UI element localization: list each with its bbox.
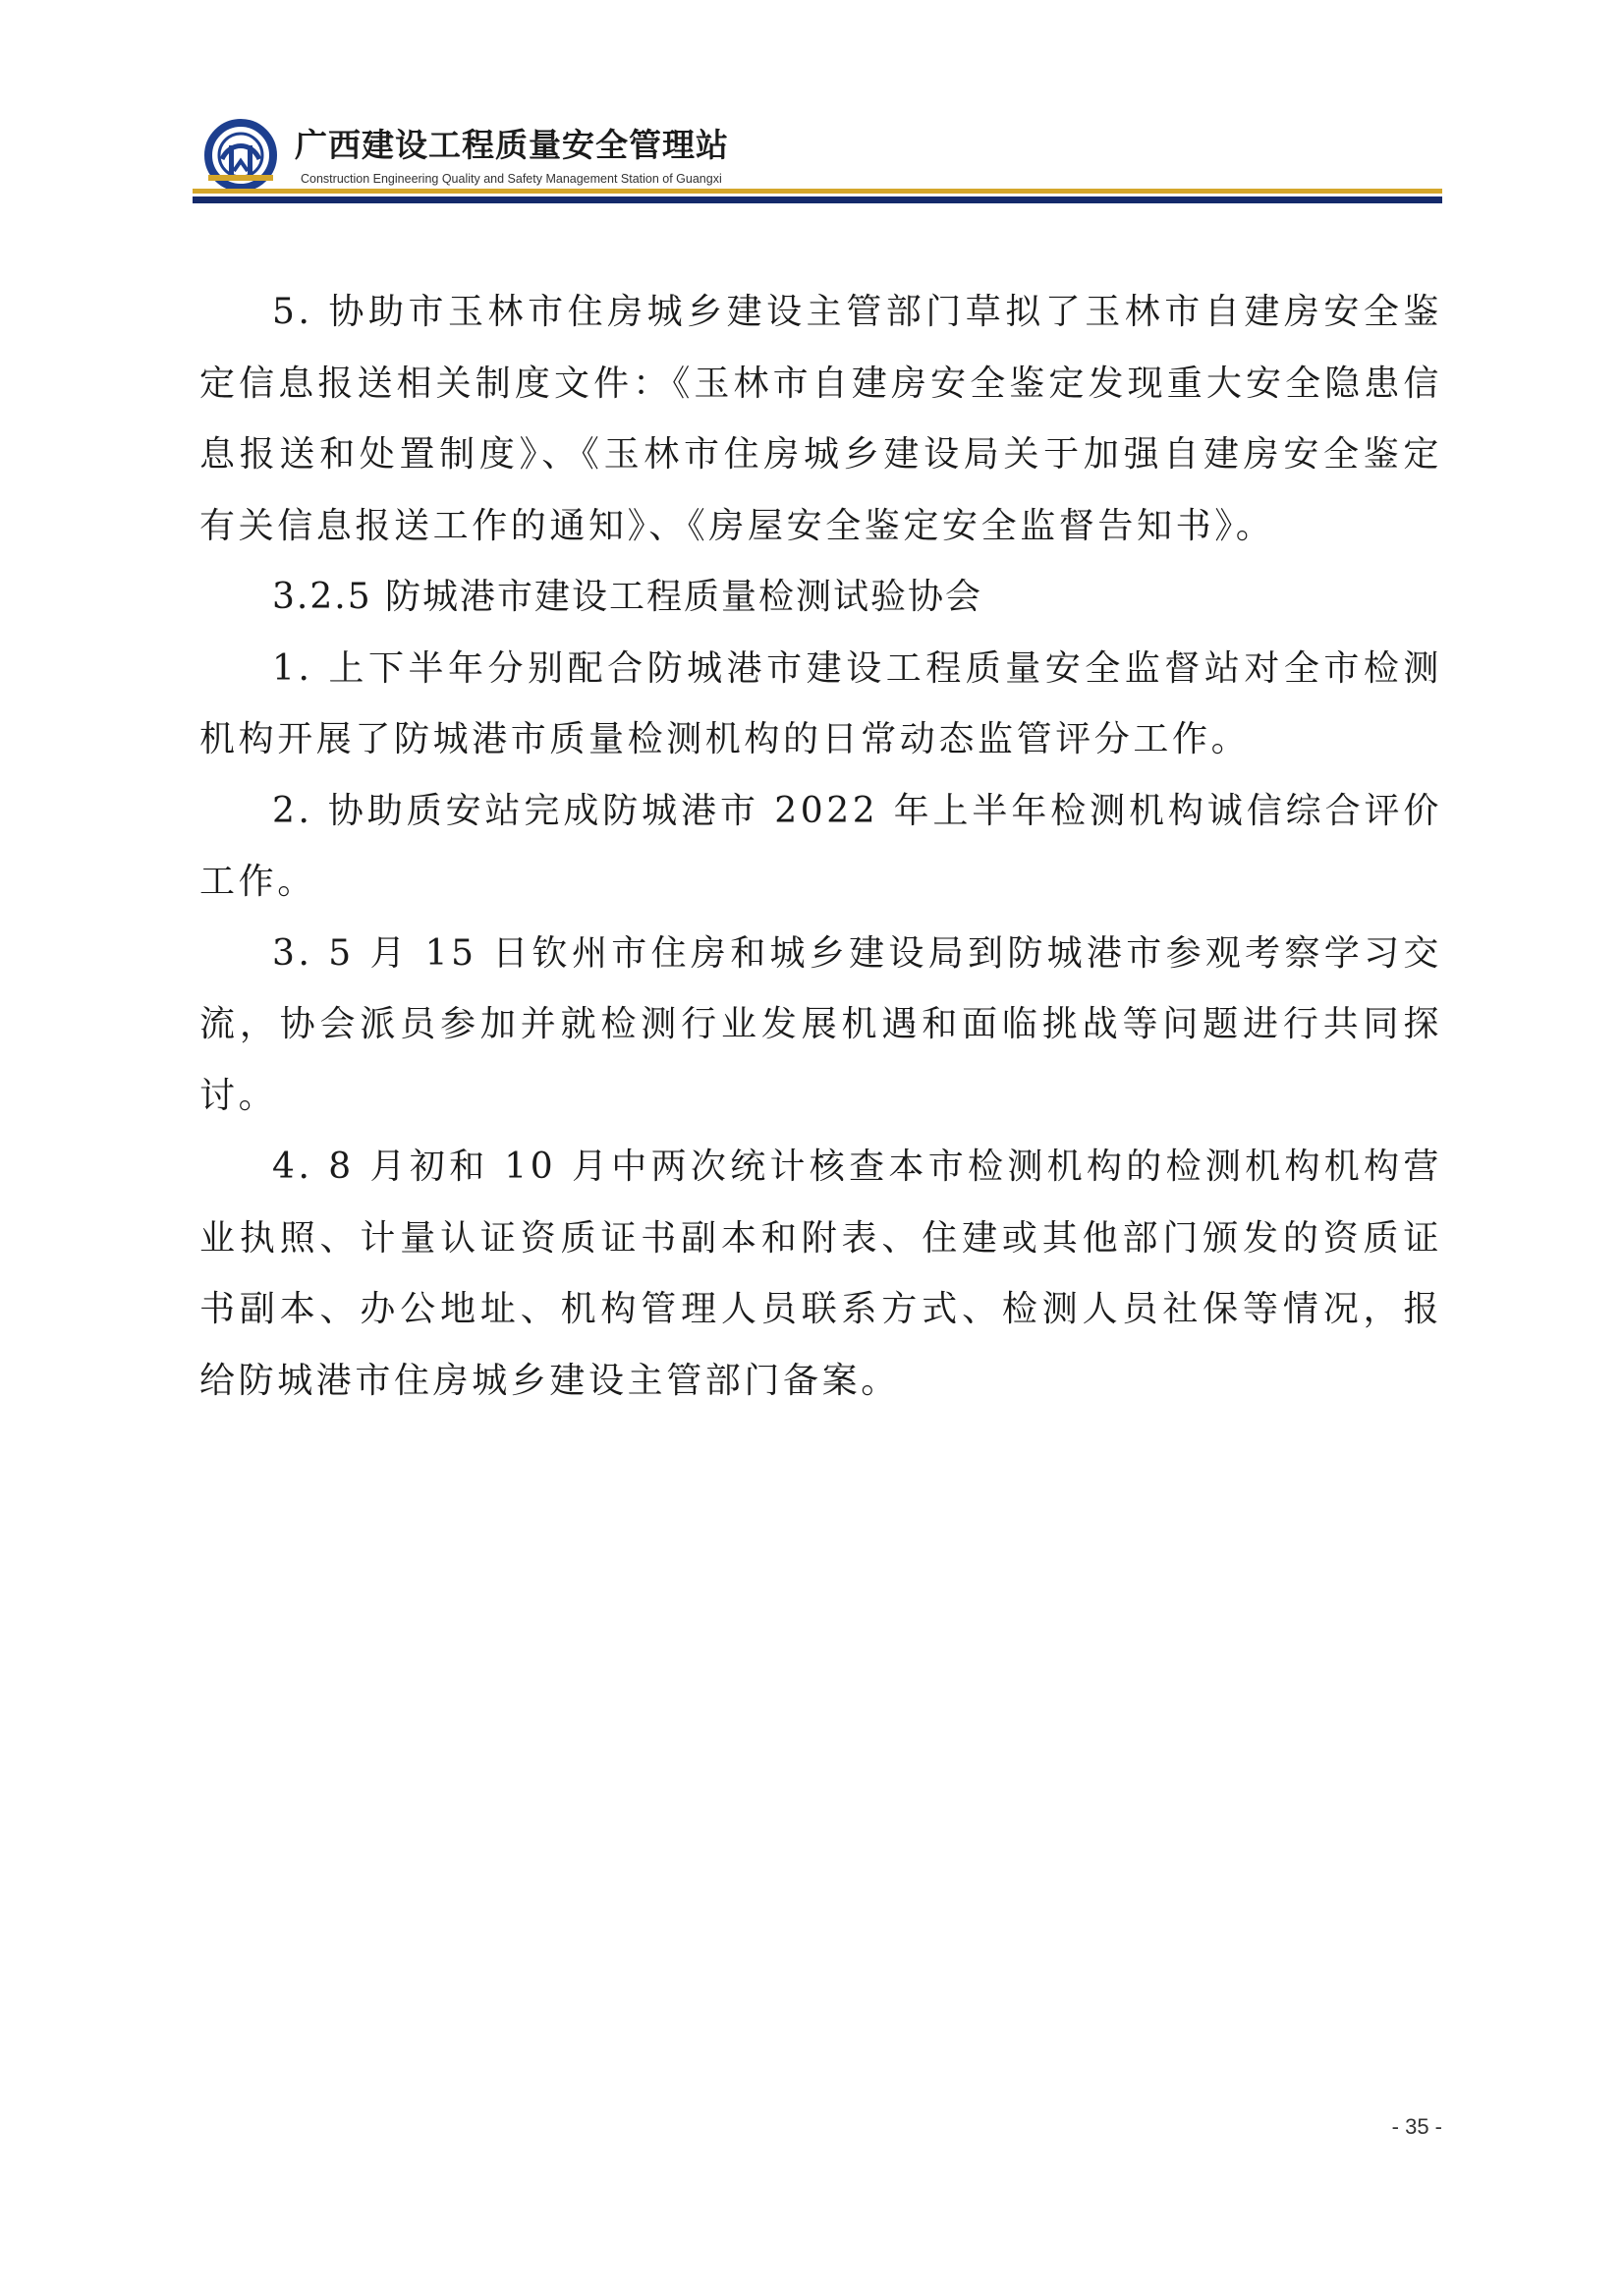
list-item: 5. 协助市玉林市住房城乡建设主管部门草拟了玉林市自建房安全鉴定信息报送相关制度文件：《玉林市自建房安全鉴定发现重大安全隐患信息报送和处置制度》、《玉林市住房城乡建设局关于加强自建房安全鉴定有关信息报送工作的通知》、《房屋安全鉴定安全监督告知书》。	[199, 292, 1442, 546]
document-body	[199, 277, 1442, 1417]
list-item: 4. 8 月初和 10 月中两次统计核查本市检测机构的检测机构机构营业执照、计量认证资质证书副本和附表、住建或其他部门颁发的资质证书副本、办公地址、机构管理人员联系方式、检测人员社保等情况，报给防城港市住房城乡建设主管部门备案。	[199, 1147, 1442, 1401]
list-item: 1. 上下半年分别配合防城港市建设工程质量安全监督站对全市检测机构开展了防城港市质量检测机构的日常动态监管评分工作。	[199, 647, 1442, 759]
page-header	[193, 110, 1442, 212]
section-heading: 3.2.5 防城港市建设工程质量检测试验协会	[272, 577, 983, 617]
org-name-en: Construction Engineering Quality and Safety Management Station of Guangxi	[301, 172, 722, 186]
list-item: 2. 协助质安站完成防城港市 2022 年上半年检测机构诚信综合评价工作。	[199, 790, 1442, 902]
org-name-cn: 广西建设工程质量安全管理站	[295, 126, 729, 164]
header-rule-gold	[193, 189, 1442, 194]
header-rule-navy	[193, 196, 1442, 203]
list-item: 3. 5 月 15 日钦州市住房和城乡建设局到防城港市参观考察学习交流，协会派员参加并就检测行业发展机遇和面临挑战等问题进行共同探讨。	[199, 932, 1442, 1116]
page-number: - 35 -	[1391, 2114, 1442, 2139]
gxzaz-logo-icon	[200, 116, 281, 198]
